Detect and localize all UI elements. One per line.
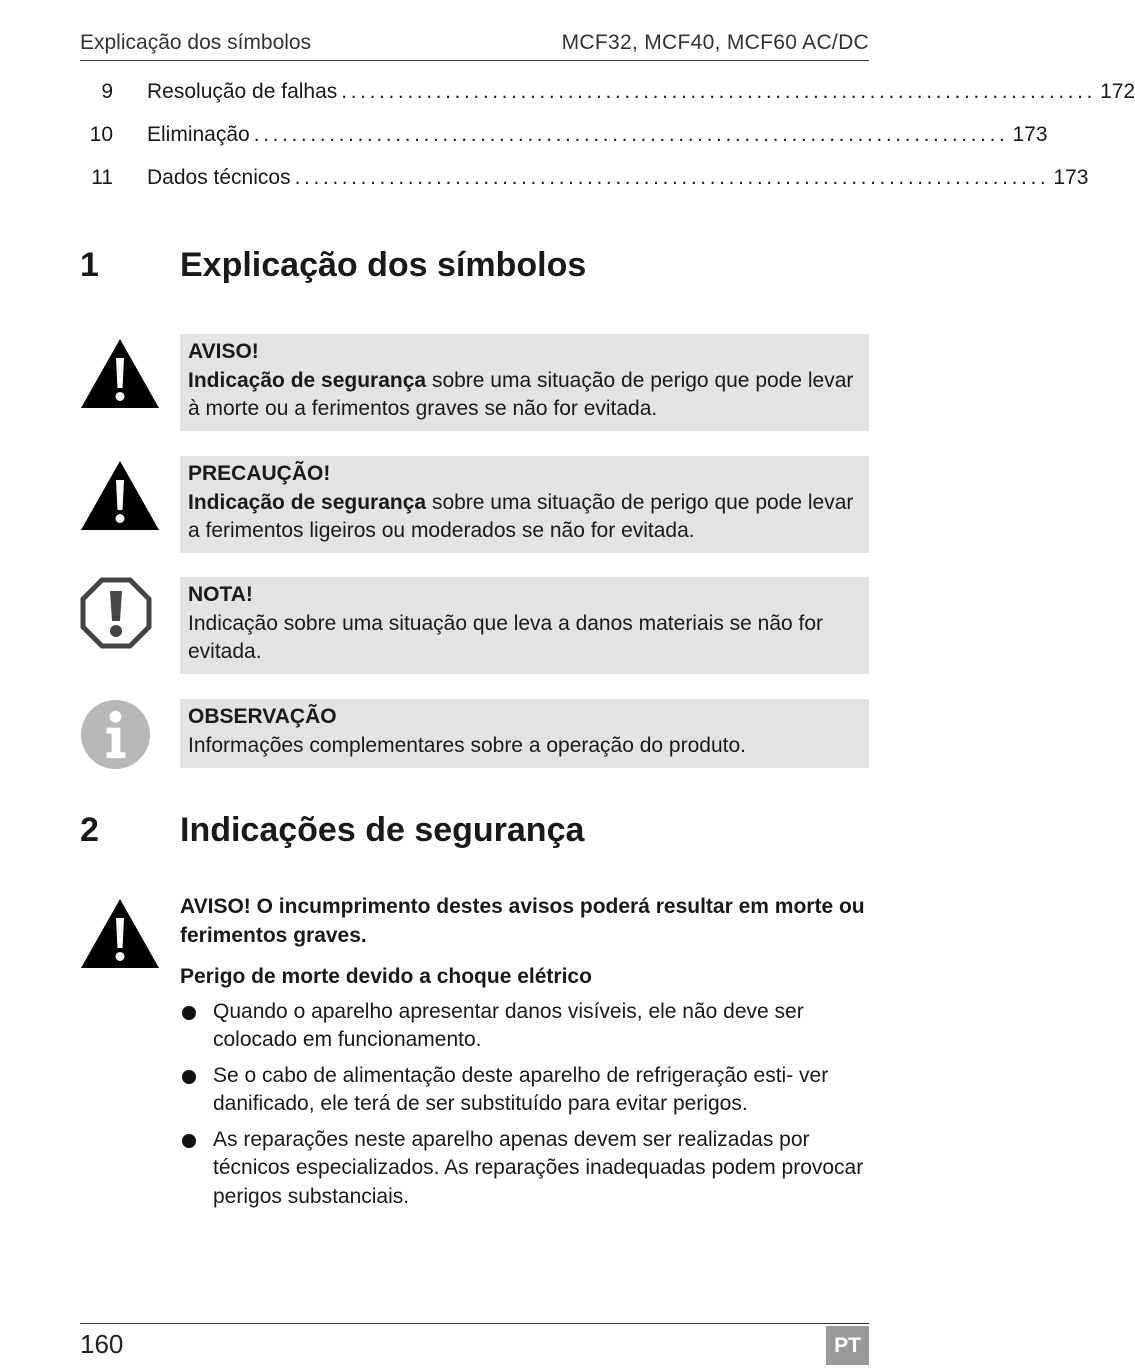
notice-label: NOTA! [188, 583, 253, 606]
footer-rule [80, 1323, 869, 1325]
notice-text: Indicação sobre uma situação que leva a danos materiais se não for evitada. [188, 611, 824, 663]
page-number: 160 [80, 1329, 124, 1359]
header-model-names: MCF32, MCF40, MCF60 AC/DC [561, 31, 869, 54]
toc-entry[interactable] [80, 121, 1048, 164]
toc-page: 173 [1053, 166, 1089, 189]
toc-number: 11 [91, 166, 113, 189]
notice-bold-text: Indicação de segurança [188, 368, 427, 392]
list-item [180, 998, 869, 1055]
notice-box [180, 334, 869, 431]
notice-note [80, 577, 869, 674]
octagon-exclamation-icon [80, 577, 152, 649]
language-badge: PT [826, 1326, 869, 1365]
notice-text: Informações complementares sobre a operação do produto. [188, 733, 746, 757]
notice-caution [80, 456, 869, 553]
notice-warning [80, 334, 869, 431]
safety-lead: AVISO! O incumprimento destes avisos poderá resultar em morte ou ferimentos graves. [180, 895, 865, 947]
notice-label: PRECAUÇÃO! [188, 462, 331, 485]
bullet-icon [182, 1070, 196, 1084]
toc-leader: ................................................................................ [294, 166, 1050, 189]
warning-triangle-icon [80, 456, 160, 536]
header-section-title: Explicação dos símbolos [80, 31, 312, 54]
info-icon [80, 699, 151, 770]
toc-leader: ................................................................................ [341, 80, 1097, 103]
notice-box [180, 699, 869, 768]
warning-triangle-icon [80, 898, 160, 970]
section-title: Indicações de segurança [180, 811, 585, 849]
section-number: 2 [80, 811, 99, 849]
notice-bold-text: Indicação de segurança [188, 490, 427, 514]
toc-title: Eliminação [147, 123, 250, 146]
toc-entry[interactable] [80, 164, 1089, 207]
safety-subheading: Perigo de morte devido a choque elétrico [180, 965, 592, 988]
list-item [180, 1126, 869, 1212]
notice-box [180, 577, 869, 674]
toc-leader: ................................................................................ [253, 123, 1009, 146]
list-item [180, 1062, 869, 1119]
safety-content [180, 893, 869, 1218]
notice-label: AVISO! [188, 340, 259, 363]
table-of-contents [80, 78, 1135, 207]
section-number: 1 [80, 246, 99, 284]
toc-number: 10 [89, 123, 113, 146]
warning-triangle-icon [80, 334, 160, 414]
toc-page: 172 [1100, 80, 1135, 103]
section-title: Explicação dos símbolos [180, 246, 587, 284]
notice-box [180, 456, 869, 553]
toc-page: 173 [1012, 123, 1048, 146]
notice-text: sobre uma situação de perigo que pode levar à morte ou a ferimentos graves se não for evitada. [188, 368, 854, 420]
toc-title: Resolução de falhas [147, 80, 338, 103]
notice-info [80, 699, 869, 768]
notice-label: OBSERVAÇÃO [188, 705, 337, 728]
bullet-icon [182, 1134, 196, 1148]
bullet-text: Quando o aparelho apresentar danos visíveis, ele não deve ser colocado em funcionamento. [213, 999, 804, 1051]
toc-title: Dados técnicos [147, 166, 291, 189]
toc-entry[interactable] [80, 78, 1135, 121]
notice-text: sobre uma situação de perigo que pode levar a ferimentos ligeiros ou moderados se não for evitada. [188, 490, 854, 542]
bullet-icon [182, 1006, 196, 1020]
bullet-text: Se o cabo de alimentação deste aparelho de refrigeração esti- ver danificado, ele terá de ser substituído para evitar perigos. [213, 1063, 829, 1115]
bullet-text: As reparações neste aparelho apenas devem ser realizadas por técnicos especializados. As reparações inadequadas podem provocar perigos substanciais. [213, 1127, 864, 1208]
safety-bullet-list [180, 998, 869, 1212]
toc-number: 9 [101, 80, 113, 103]
page-header [80, 28, 869, 61]
